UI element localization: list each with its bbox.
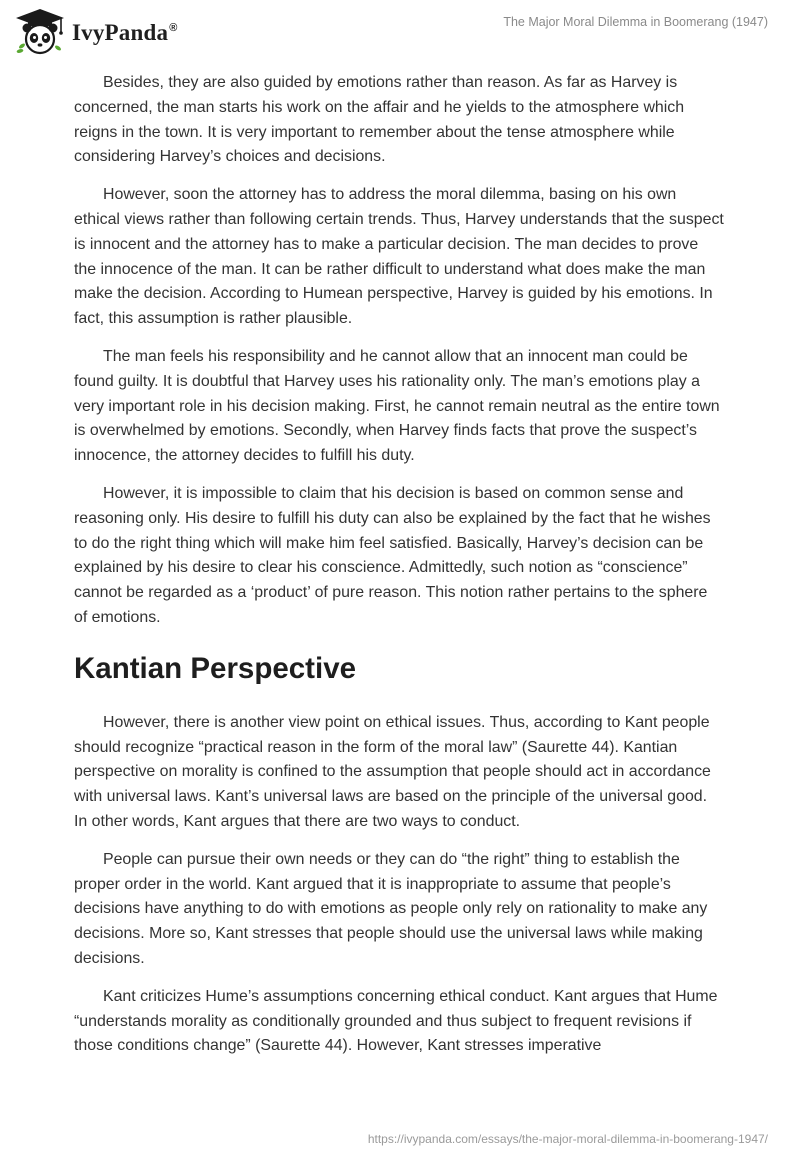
page-header bbox=[0, 0, 800, 68]
panda-graduation-cap-icon bbox=[14, 8, 66, 56]
registered-mark: ® bbox=[169, 22, 178, 35]
paragraph: However, there is another view point on ethical issues. Thus, according to Kant people should recognize “practical reason in the form of the moral law” (Saurette 44). Kantian perspective on morality is confined to the assumption that people should act in accordance with universal laws. Kant’s universal laws are based on the principle of the universal good. In other words, Kant argues that there are two ways to conduct. bbox=[74, 713, 711, 830]
logo-text: IvyPanda® bbox=[72, 20, 178, 45]
paragraph: Besides, they are also guided by emotions rather than reason. As far as Harvey is concerned, the man starts his work on the affair and he yields to the atmosphere which reigns in the town. It is very important to remember about the tense atmosphere while considering Harvey’s choices and decisions. bbox=[74, 74, 685, 166]
paragraph: Kant criticizes Hume’s assumptions concerning ethical conduct. Kant argues that Hume “understands morality as conditionally grounded and thus subject to frequent revisions if those conditions change” (Saurette 44). However, Kant stresses imperative bbox=[74, 987, 718, 1055]
section-heading: Kantian Perspective bbox=[74, 651, 357, 685]
ivypanda-logo[interactable] bbox=[14, 8, 178, 56]
essay-content bbox=[74, 71, 724, 1072]
paragraph: However, soon the attorney has to address the moral dilemma, basing on his own ethical views rather than following certain trends. Thus, Harvey understands that the suspect is innocent and the attorney has to make a particular decision. The man decides to prove the innocence of the man. It can be rather difficult to understand what does make the man make the decision. According to Humean perspective, Harvey is guided by his emotions. In fact, this assumption is rather plausible. bbox=[74, 186, 724, 328]
source-url[interactable]: https://ivypanda.com/essays/the-major-moral-dilemma-in-boomerang-1947/ bbox=[367, 1132, 768, 1146]
paragraph: The man feels his responsibility and he cannot allow that an innocent man could be found guilty. It is doubtful that Harvey uses his rationality only. The man’s emotions play a very important role in his decision making. First, he cannot remain neutral as the entire town is overwhelmed by emotions. Secondly, when Harvey finds facts that prove the suspect’s innocence, the attorney decides to fulfill his duty. bbox=[74, 347, 720, 465]
paragraph: People can pursue their own needs or they can do “the right” thing to establish the proper order in the world. Kant argued that it is inappropriate to assume that people’s decisions have anything to do with emotions as people only rely on rationality to make any decisions. More so, Kant stresses that people should use the universal laws while making decisions. bbox=[74, 850, 708, 967]
paragraph: However, it is impossible to claim that his decision is based on common sense and reasoning only. His desire to fulfill his duty can also be explained by the fact that he wishes to do the right thing which will make him feel satisfied. Basically, Harvey’s decision can be explained by his desire to clear his conscience. Admittedly, such notion as “conscience” cannot be regarded as a ‘product’ of pure reason. This notion rather pertains to the sphere of emotions. bbox=[74, 484, 711, 626]
document-title: The Major Moral Dilemma in Boomerang (1947) bbox=[503, 15, 768, 29]
